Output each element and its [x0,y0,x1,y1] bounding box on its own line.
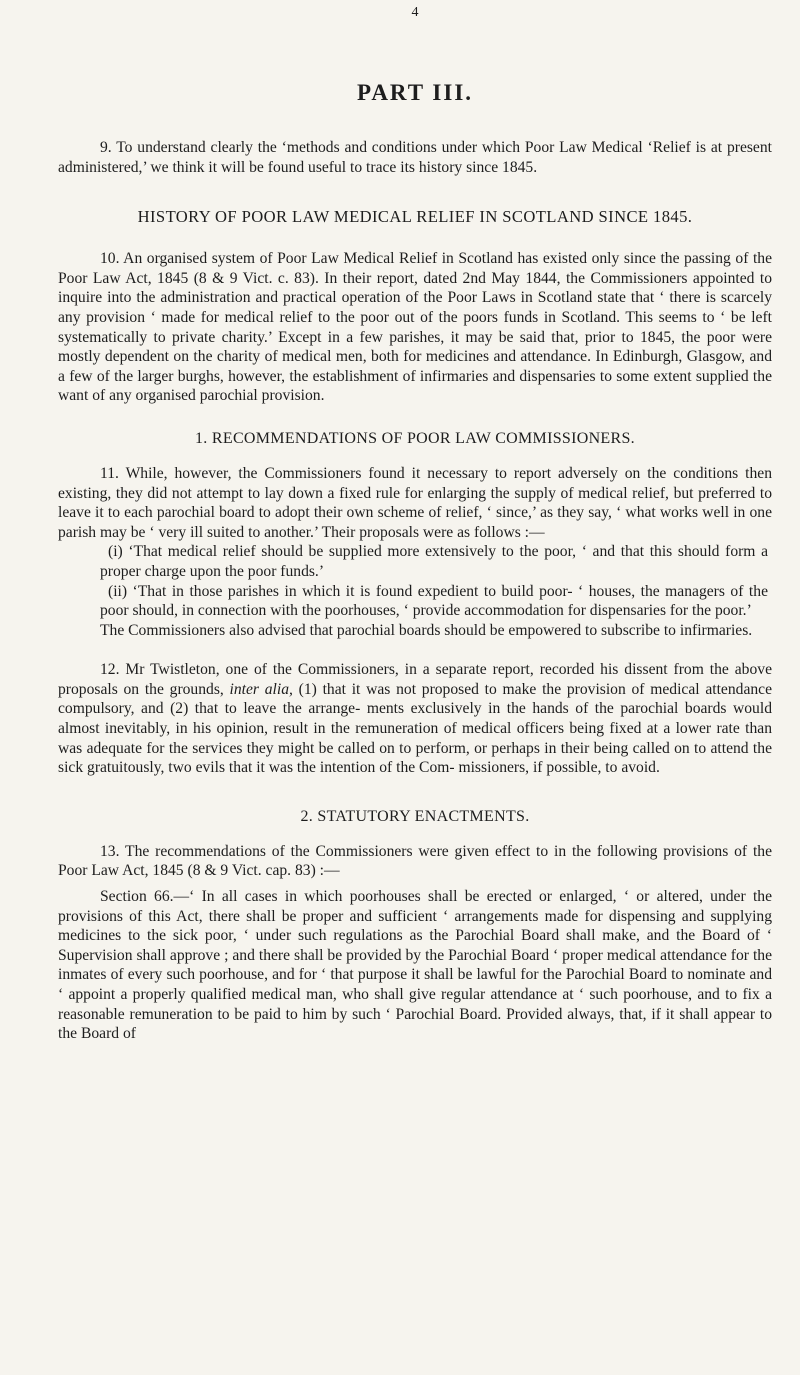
proposals-list [58,542,772,620]
paragraph-11: 11. While, however, the Commissioners found it necessary to report adversely on the conditions then existing, they did not attempt to lay down a fixed rule for enlarging the supply of medical relief, but preferred to leave it to each parochial board to adopt their own scheme of relief, ‘ since,’ as they say, ‘ what works well in one parish may be ‘ very ill suited to another.’ Their proposals were as follows :— [58,464,772,541]
page-number: 4 [411,5,419,20]
statutory-heading: 2. STATUTORY ENACTMENTS. [300,807,530,825]
paragraph-12-italic: inter alia, [229,680,293,698]
paragraph-12-part-b: (1) that it was not proposed to make the provision of medical attendance compulsory, and (2) that to leave the arrange- ments exclusively in the hands of the parochial boards would almost inevitably, in his opinion, result in the remuneration of medical officers being fixed at a lower rate than was adequate for the services they might be called on to perform, or perhaps in their being called on to attend the sick gratuitously, two evils that it was the intention of the Com- missioners, if possible, to avoid. [58,680,773,777]
paragraph-10: 10. An organised system of Poor Law Medical Relief in Scotland has existed only since the passing of the Poor Law Act, 1845 (8 & 9 Vict. c. 83). In their report, dated 2nd May 1844, the Commissioners appointed to inquire into the administration and practical operation of the Poor Laws in Scotland state that ‘ there is scarcely any provision ‘ made for medical relief to the poor out of the poors funds in Scotland. This seems to ‘ be left systematically to private charity.’ Except in a few parishes, it may be said that, prior to 1845, the poor were mostly dependent on the charity of medical men, both for medicines and attendance. In Edinburgh, Glasgow, and a few of the larger burghs, however, the establishment of infirmaries and dispensaries to some extent supplied the want of any organised parochial provision. [58,250,772,405]
section-66-quote: Section 66.—‘ In all cases in which poorhouses shall be erected or enlarged, ‘ or altered, under the provisions of this Act, there shall be proper and sufficient ‘ arrangements made for dispensing and supplying medicines to the sick poor, ‘ under such regulations as the Parochial Board shall make, and the Board of ‘ Supervision shall approve ; and there shall be provided by the Parochial Board ‘ proper medical attendance for the inmates of every such poorhouse, and for ‘ that purpose it shall be lawful for the Parochial Board to nominate and ‘ appoint a properly qualified medical man, who shall give regular attendance at ‘ such poorhouse, and to fix a reasonable remuneration to be paid to him by such ‘ Parochial Board. Provided always, that, if it shall appear to the Board of [58,888,772,1043]
paragraph-13: 13. The recommendations of the Commissioners were given effect to in the following provisions of the Poor Law Act, 1845 (8 & 9 Vict. cap. 83) :— [58,842,772,880]
proposal-ii: (ii) ‘That in those parishes in which it is found expedient to build poor- ‘ houses, the managers of the poor should, in connection with the poorhouses, ‘ provide accommodation for dispensaries for the poor.’ [100,582,768,620]
paragraph-11-end: The Commissioners also advised that parochial boards should be empowered to subscribe to infirmaries. [100,621,753,639]
history-heading: HISTORY OF POOR LAW MEDICAL RELIEF IN SCOTLAND SINCE 1845. [137,207,693,227]
part-title: PART III. [356,80,474,105]
proposal-i: (i) ‘That medical relief should be supplied more extensively to the poor, ‘ and that this should form a proper charge upon the poor funds.’ [100,543,768,580]
recommendations-heading: 1. RECOMMENDATIONS OF POOR LAW COMMISSIONERS. [195,429,635,447]
paragraph-12-part-a: 12. Mr Twistleton, one of the Commissioners, in a separate report, recorded his dissent from the above proposals on the grounds, [58,661,772,698]
paragraph-12 [58,660,772,778]
paragraph-9: 9. To understand clearly the ‘methods and conditions under which Poor Law Medical ‘Relief is at present administered,’ we think it will be found useful to trace its history since 1845. [58,139,772,176]
